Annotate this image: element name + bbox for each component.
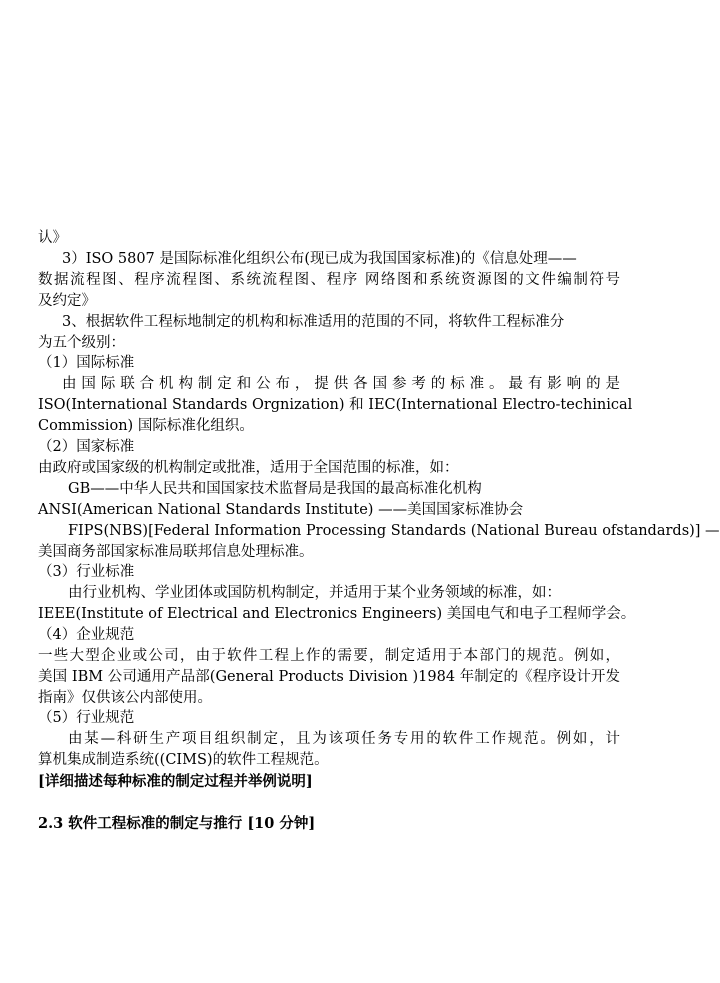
section-heading: （3）行业标准 [38,564,135,580]
text-line: Commission) 国际标准化组织。 [38,418,254,434]
text-line: 由某—科研生产项目组织制定，且为该项任务专用的软件工作规范。例如，计 [68,731,620,747]
text-line: 由行业机构、学业团体或国防机构制定，并适用于某个业务领域的标准，如： [68,585,561,601]
text-line: 由政府或国家级的机构制定或批准，适用于全国范围的标准，如： [38,460,459,476]
text-line: GB——中华人民共和国国家技术监督局是我国的最高标准化机构 [68,481,482,497]
section-heading: （2）国家标准 [38,439,135,455]
text-line: 数据流程图、程序流程图、系统流程图、程序 网络图和系统资源图的文件编制符号 [38,272,620,288]
text-line: 一些大型企业或公司，由于软件工程上作的需要，制定适用于本部门的规范。例如， [38,648,620,664]
text-line: ANSI(American National Standards Institute) ——美国国家标准协会 [38,502,524,518]
text-line: IEEE(Institute of Electrical and Electronics Engineers) 美国电气和电子工程师学会。 [38,606,636,622]
text-line: ISO(International Standards Orgnization) 和 IEC(International Electro-techinical [38,397,633,413]
text-line: 美国 IBM 公司通用产品部(General Products Division )1984 年制定的《程序设计开发 [38,669,620,685]
text-line: 为五个级别： [38,335,125,351]
text-line: 美国商务部国家标准局联邦信息处理标准。 [38,544,314,560]
text-line: 及约定》 [38,293,96,309]
text-line: 由国际联合机构制定和公布，提供各国参考的标准。最有影响的是 [62,376,620,392]
instructor-note: [详细描述每种标准的制定过程并举例说明] [38,773,313,790]
section-heading: （5）行业规范 [38,710,135,726]
text-line: 算机集成制造系统((CIMS)的软件工程规范。 [38,752,329,768]
text-line: 3）ISO 5807 是国际标准化组织公布(现已成为我国国家标准)的《信息处理—— [62,251,577,267]
text-line: 认》 [38,230,67,246]
text-line: FIPS(NBS)[Federal Information Processing Standards (National Bureau ofstandards)] — [68,523,720,539]
text-line: 指南》仅供该公内部使用。 [38,690,212,706]
text-line: 3、根据软件工程标地制定的机构和标准适用的范围的不同，将软件工程标准分 [62,314,565,330]
subsection-title: 2.3 软件工程标准的制定与推行 [10 分钟] [38,815,316,832]
section-heading: （4）企业规范 [38,627,135,643]
section-heading: （1）国际标准 [38,355,135,371]
